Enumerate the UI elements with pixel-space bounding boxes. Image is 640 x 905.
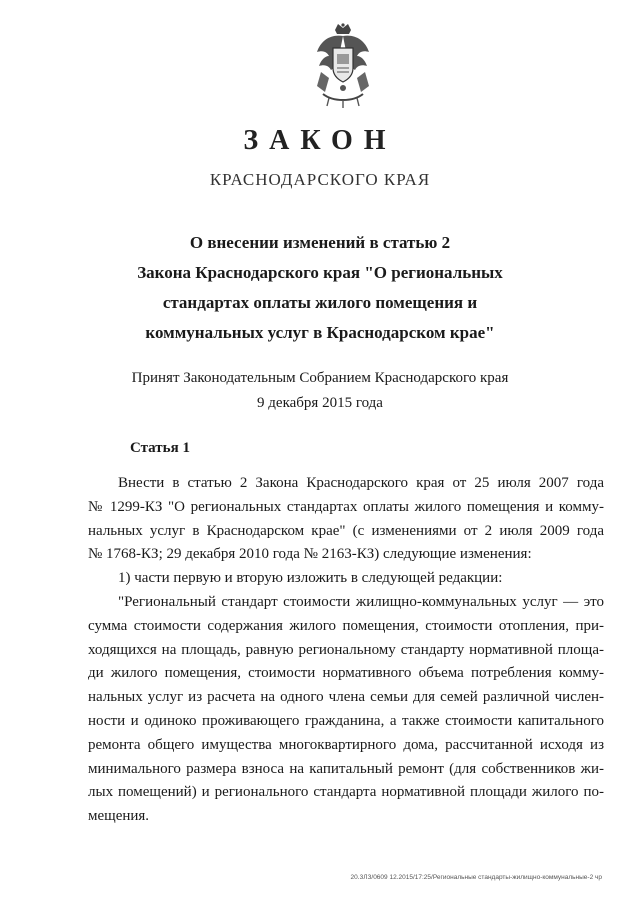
law-title-line: О внесении изменений в статью 2 <box>189 233 451 252</box>
law-title-line: коммунальных услуг в Краснодарском крае" <box>145 323 495 342</box>
law-title <box>0 228 640 348</box>
law-title-line: стандартах оплаты жилого помещения и <box>162 293 478 312</box>
law-title-line: Закона Краснодарского края "О региональных <box>137 263 503 282</box>
body-line: Внести в статью 2 Закона Краснодарского края от 25 июля 2007 года <box>118 475 604 491</box>
adoption-note <box>0 366 640 416</box>
body-line: ремонта общего имущества многоквартирного дома, рассчитанной исходя из <box>88 736 604 753</box>
body-line: 1) части первую и вторую изложить в следующей редакции: <box>118 570 503 587</box>
body-line: ди жилого помещения, стоимости нормативного объема потребления комму- <box>88 665 604 682</box>
body-line: ности и одиноко проживающего гражданина, а также стоимости капитального <box>88 712 604 729</box>
body-line: лых помещений) и регионального стандарта нормативной площади жилого по- <box>88 784 604 801</box>
body-line: минимального размера взноса на капитальный ремонт (для собственников жи- <box>88 760 604 777</box>
file-footer: 20.3ЛЗ/0609 12.2015/17:25/Региональные стандарты-жилищно-коммунальные-2 чр <box>350 874 602 881</box>
body-line: нальных услуг из расчета на одного члена семьи для семей различной числен- <box>88 689 604 706</box>
body-line: нальных услуг в Краснодарском крае" (с изменениями от 2 июля 2009 года <box>88 522 604 539</box>
body-line: № 1768-КЗ; 29 декабря 2010 года № 2163-КЗ) следующие изменения: <box>88 546 532 563</box>
adoption-body: Принят Законодательным Собранием Краснодарского края <box>131 370 509 386</box>
body-line: "Региональный стандарт стоимости жилищно-коммунальных услуг — это <box>118 593 604 610</box>
region-heading: КРАСНОДАРСКОГО КРАЯ <box>209 170 431 189</box>
law-heading: ЗАКОН <box>243 125 397 156</box>
body-line: № 1299-КЗ "О региональных стандартах оплаты жилого помещения и комму- <box>88 498 604 515</box>
coat-of-arms-icon <box>307 22 379 108</box>
body-line: ходящихся на площадь, равную региональному стандарту нормативной площа- <box>88 641 604 658</box>
article-body <box>88 472 604 829</box>
body-line: сумма стоимости содержания жилого помещения, стоимости отопления, при- <box>88 617 604 634</box>
article-heading: Статья 1 <box>130 440 190 456</box>
adoption-date: 9 декабря 2015 года <box>257 395 383 411</box>
body-line: мещения. <box>88 808 150 825</box>
